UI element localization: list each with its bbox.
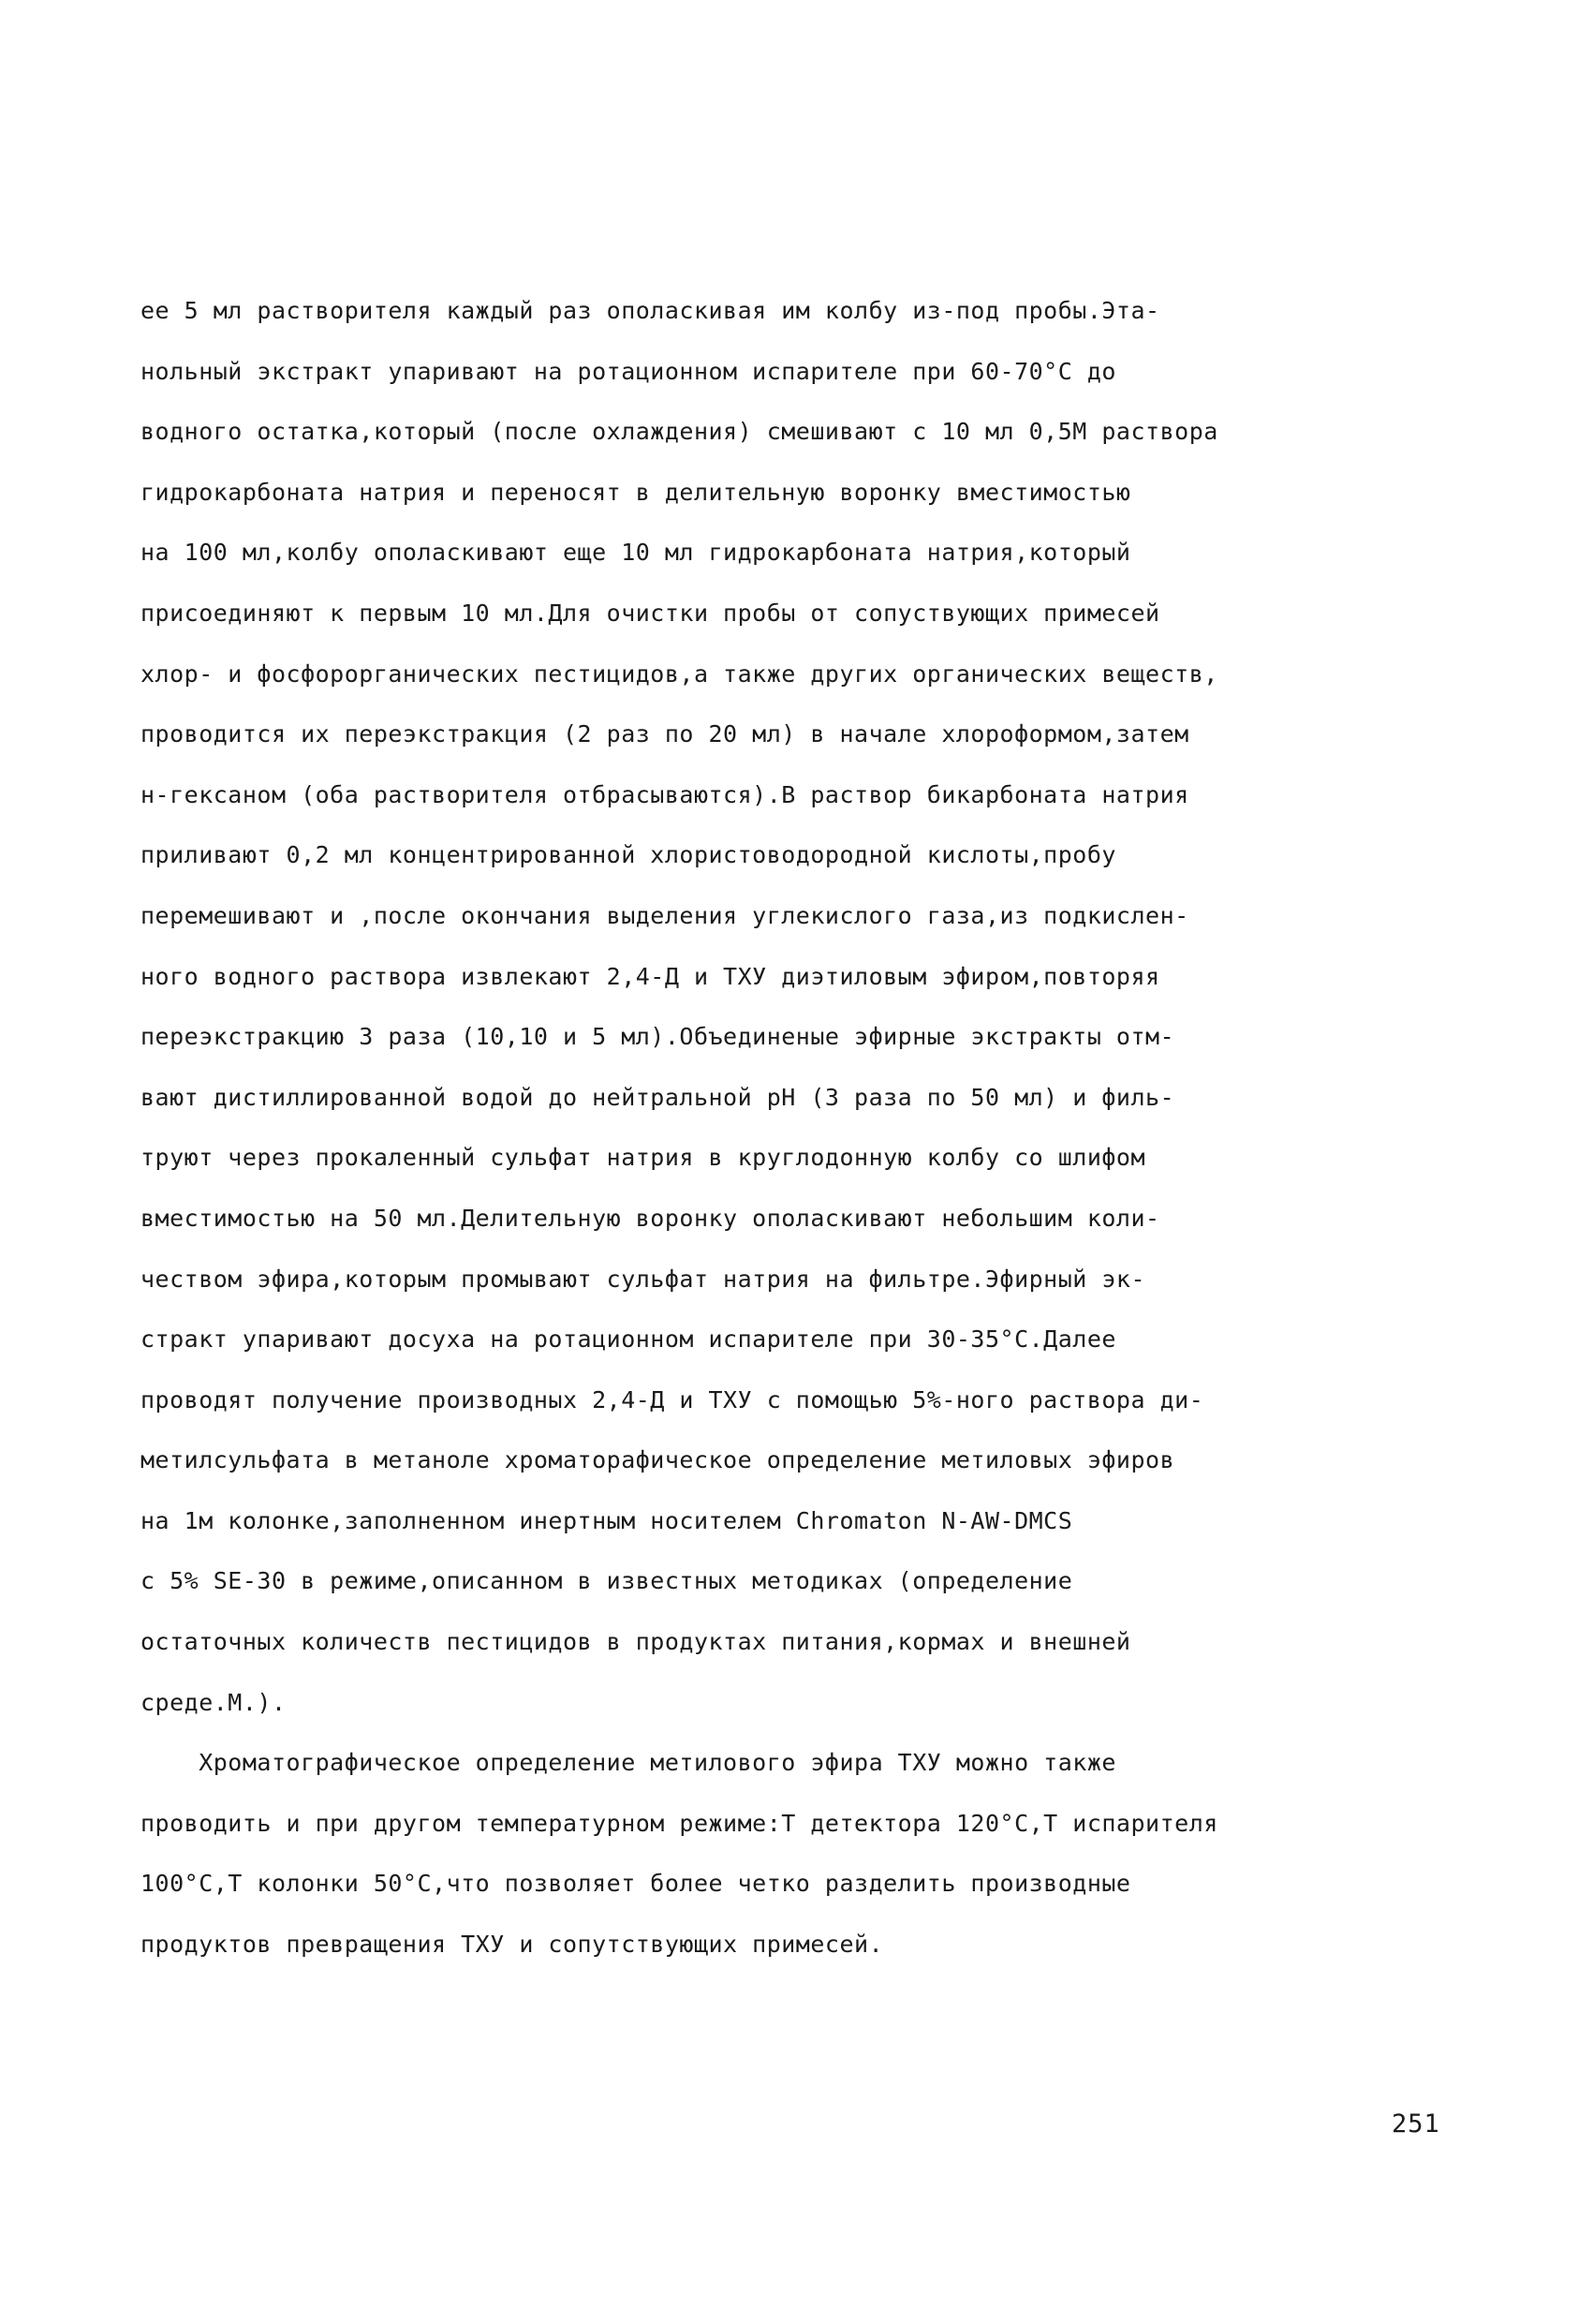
text-line: среде.М.).: [140, 1688, 287, 1716]
text-line: гидрокарбоната натрия и переносят в делительную воронку вместимостью: [140, 478, 1131, 506]
text-line: чеством эфира,которым промывают сульфат натрия на фильтре.Эфирный эк-: [140, 1265, 1146, 1293]
text-line: на 100 мл,колбу ополаскивают еще 10 мл гидрокарбоната натрия,который: [140, 539, 1131, 567]
body-text: [140, 281, 1498, 1976]
text-line: проводится их переэкстракция (2 раз по 20 мл) в начале хлороформом,затем: [140, 720, 1189, 748]
text-line: ее 5 мл растворителя каждый раз ополаскивая им колбу из-под пробы.Эта-: [140, 297, 1160, 324]
text-line: присоединяют к первым 10 мл.Для очистки пробы от сопуствующих примесей: [140, 599, 1160, 627]
text-line: стракт упаривают досуха на ротационном испарителе при 30-35°С.Далее: [140, 1325, 1116, 1354]
text-line: остаточных количеств пестицидов в продуктах питания,кормах и внешней: [140, 1628, 1131, 1656]
text-line: перемешивают и ,после окончания выделения углекислого газа,из подкислен-: [140, 901, 1189, 929]
text-line: ного водного раствора извлекают 2,4-Д и ТХУ диэтиловым эфиром,повторяя: [140, 962, 1160, 990]
paragraph-first-line: Хроматографическое определение метилового эфира ТХУ можно также: [140, 1749, 1116, 1777]
text-line: водного остатка,который (после охлаждения) смешивают с 10 мл 0,5М раствора: [140, 418, 1218, 446]
text-line: проводят получение производных 2,4-Д и ТХУ с помощью 5%-ного раствора ди-: [140, 1385, 1204, 1414]
text-line: труют через прокаленный сульфат натрия в круглодонную колбу со шлифом: [140, 1144, 1146, 1172]
text-line: приливают 0,2 мл концентрированной хлористоводородной кислоты,пробу: [140, 841, 1116, 869]
text-line: хлор- и фосфорорганических пестицидов,а также других органических веществ,: [140, 659, 1218, 688]
text-line: вместимостью на 50 мл.Делительную воронку ополаскивают небольшим коли-: [140, 1204, 1160, 1232]
text-line: нольный экстракт упаривают на ротационном испарителе при 60-70°С до: [140, 357, 1116, 385]
text-line: вают дистиллированной водой до нейтральной рН (3 раза по 50 мл) и филь-: [140, 1083, 1175, 1111]
text-line: 100°С,Т колонки 50°С,что позволяет более четко разделить производные: [140, 1870, 1131, 1898]
text-line: проводить и при другом температурном режиме:Т детектора 120°С,Т испарителя: [140, 1809, 1218, 1837]
text-line: продуктов превращения ТХУ и сопутствующих примесей.: [140, 1931, 884, 1959]
text-line: н-гексаном (оба растворителя отбрасываются).В раствор бикарбоната натрия: [140, 780, 1189, 808]
page-number: 251: [1392, 2109, 1440, 2139]
text-line: метилсульфата в метаноле хроматорафическое определение метиловых эфиров: [140, 1446, 1175, 1474]
text-line: переэкстракцию 3 раза (10,10 и 5 мл).Объединеные эфирные экстракты отм-: [140, 1023, 1175, 1051]
text-line: с 5% SE-30 в режиме,описанном в известных методиках (определение: [140, 1567, 1073, 1595]
text-line: на 1м колонке,заполненном инертным носителем Chromaton N-AW-DMCS: [140, 1506, 1073, 1534]
